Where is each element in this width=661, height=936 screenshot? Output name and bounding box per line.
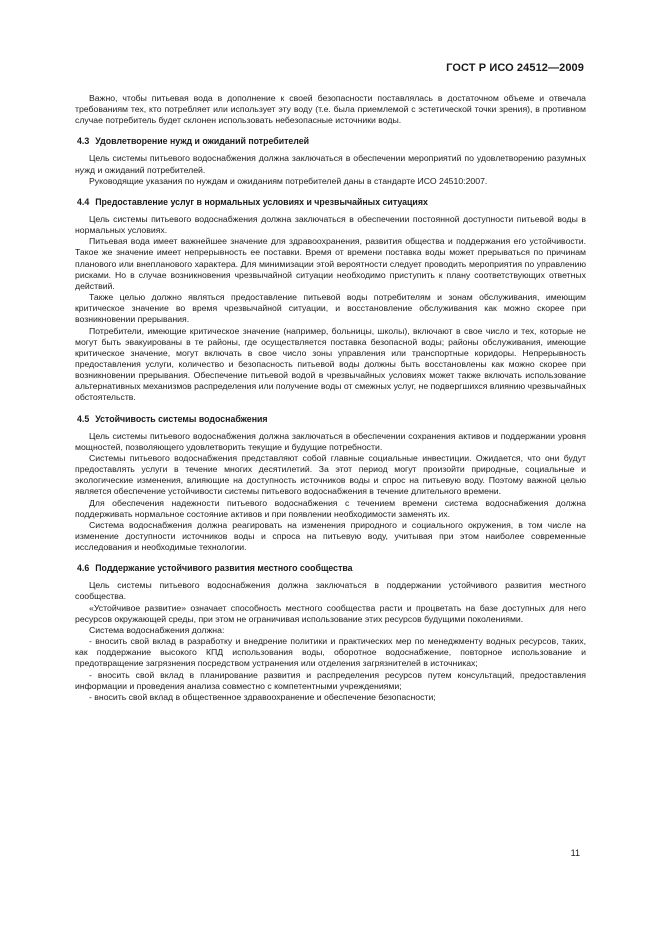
list-item: - вносить свой вклад в разработку и внедрение политики и практических мер по менеджменту водных ресурсов, таких, как поддержание высокого КПД использования воды, оборотное водоснабжение, повторное использование и предотвращение загрязнения посредством устранения или отделения загрязнителей в источниках; (75, 636, 586, 669)
section-heading-4-6 (75, 563, 586, 574)
section-heading-4-4 (75, 197, 586, 208)
section-title: Поддержание устойчивого развития местного сообщества (95, 563, 353, 574)
page-body (75, 93, 586, 703)
section-number: 4.5 (77, 413, 90, 424)
paragraph: Цель системы питьевого водоснабжения должна заключаться в поддержании устойчивого развития местного сообщества. (75, 580, 586, 602)
section-number: 4.6 (77, 563, 90, 574)
paragraph: Цель системы питьевого водоснабжения должна заключаться в обеспечении мероприятий по удовлетворению разумных нужд и ожиданий потребителей. (75, 153, 586, 175)
paragraph: Система водоснабжения должна: (89, 624, 225, 635)
section-number: 4.3 (77, 136, 90, 147)
paragraph: «Устойчивое развитие» означает способность местного сообщества расти и процветать на базе доступных для него ресурсов окружающей среды, при этом не ограничивая использование этих ресурсов будущими поколениями. (75, 602, 586, 624)
paragraph: Питьевая вода имеет важнейшее значение для здравоохранения, развития общества и поддержания его устойчивости. Такое же значение имеет непрерывность ее поставки. Время от времени поставка воды может прерываться по причинам планового или внепланового характера. Для минимизации этой вероятности следует проводить мероприятия по управлению рисками. Но в случае возникновения чрезвычайной ситуации необходимо приступить к плану соответствующих ответных действий. (75, 236, 586, 291)
section-title: Устойчивость системы водоснабжения (95, 413, 268, 424)
section-heading-4-3 (75, 136, 586, 147)
section-title: Предоставление услуг в нормальных условиях и чрезвычайных ситуациях (95, 196, 428, 207)
paragraph: Важно, чтобы питьевая вода в дополнение к своей безопасности поставлялась в достаточном объеме и отвечала требованиям тех, кто потребляет или использует эту воду (т.е. была приемлемой с эстетической точки зрения), в противном случае потребитель будет склонен использовать небезопасные источники воды. (75, 93, 586, 126)
paragraph: Цель системы питьевого водоснабжения должна заключаться в обеспечении сохранения активов и поддержании уровня мощностей, позволяющего удовлетворить текущие и будущие потребности. (75, 430, 586, 452)
paragraph: Система водоснабжения должна реагировать на изменения природного и социального окружения, в том числе на изменение доступности источников воды и спроса на питьевую воду, учитывая при этом наиболее современные исследования и необходимые технологии. (75, 519, 586, 553)
paragraph: Для обеспечения надежности питьевого водоснабжения с течением времени система водоснабжения должна поддерживать нормальное состояние активов и при появлении необходимости заменять их. (75, 497, 586, 519)
list-item: - вносить свой вклад в планирование развития и распределения ресурсов путем консультаций, предоставления информации и проведения анализа совместно с компетентными учреждениями; (75, 669, 586, 691)
paragraph: Руководящие указания по нуждам и ожиданиям потребителей даны в стандарте ИСО 24510:2007. (89, 175, 488, 186)
section-title: Удовлетворение нужд и ожиданий потребителей (95, 136, 310, 147)
paragraph: Потребители, имеющие критическое значение (например, больницы, школы), включают в свое число и тех, которые не могут быть эвакуированы в те районы, где осуществляется поставка безопасной воды; районы обслуживания, имеющие критическое значение, могут включать в свое число зоны управления или транспортные коридоры. Непрерывность предоставления услуги, количество и безопасность питьевой воды должны быть восстановлены как можно скорее при возникновении прерывания. Обеспечение питьевой водой в чрезвычайных условиях может также включать использование альтернативных механизмов распределения или получение воды от смежных услуг, не подвергшихся влиянию чрезвычайных обстоятельств. (75, 325, 586, 403)
section-number: 4.4 (77, 196, 90, 207)
page-number: 11 (570, 848, 580, 858)
paragraph: Цель системы питьевого водоснабжения должна заключаться в обеспечении постоянной доступности питьевой воды в нормальных условиях. (75, 213, 586, 236)
paragraph: Системы питьевого водоснабжения представляют собой главные социальные инвестиции. Ожидается, что они будут предоставлять услуги в течение многих десятилетий. За этот период могут произойти природные, социальные и экологические изменения, влияющие на доступность источников воды и спрос на питьевую воду. Поэтому важной целью является обеспечение устойчивости системы питьевого водоснабжения в течение длительного времени. (75, 452, 586, 497)
paragraph: Также целью должно являться предоставление питьевой воды потребителям и зонам обслуживания, имеющим критическое значение во время чрезвычайной ситуации, и восстановление обслуживания как можно скорее при возникновении прерывания. (75, 292, 586, 325)
page-header: ГОСТ Р ИСО 24512—2009 (446, 62, 584, 74)
list-item: - вносить свой вклад в общественное здравоохранение и обеспечение безопасности; (89, 691, 436, 702)
section-heading-4-5 (75, 414, 586, 425)
